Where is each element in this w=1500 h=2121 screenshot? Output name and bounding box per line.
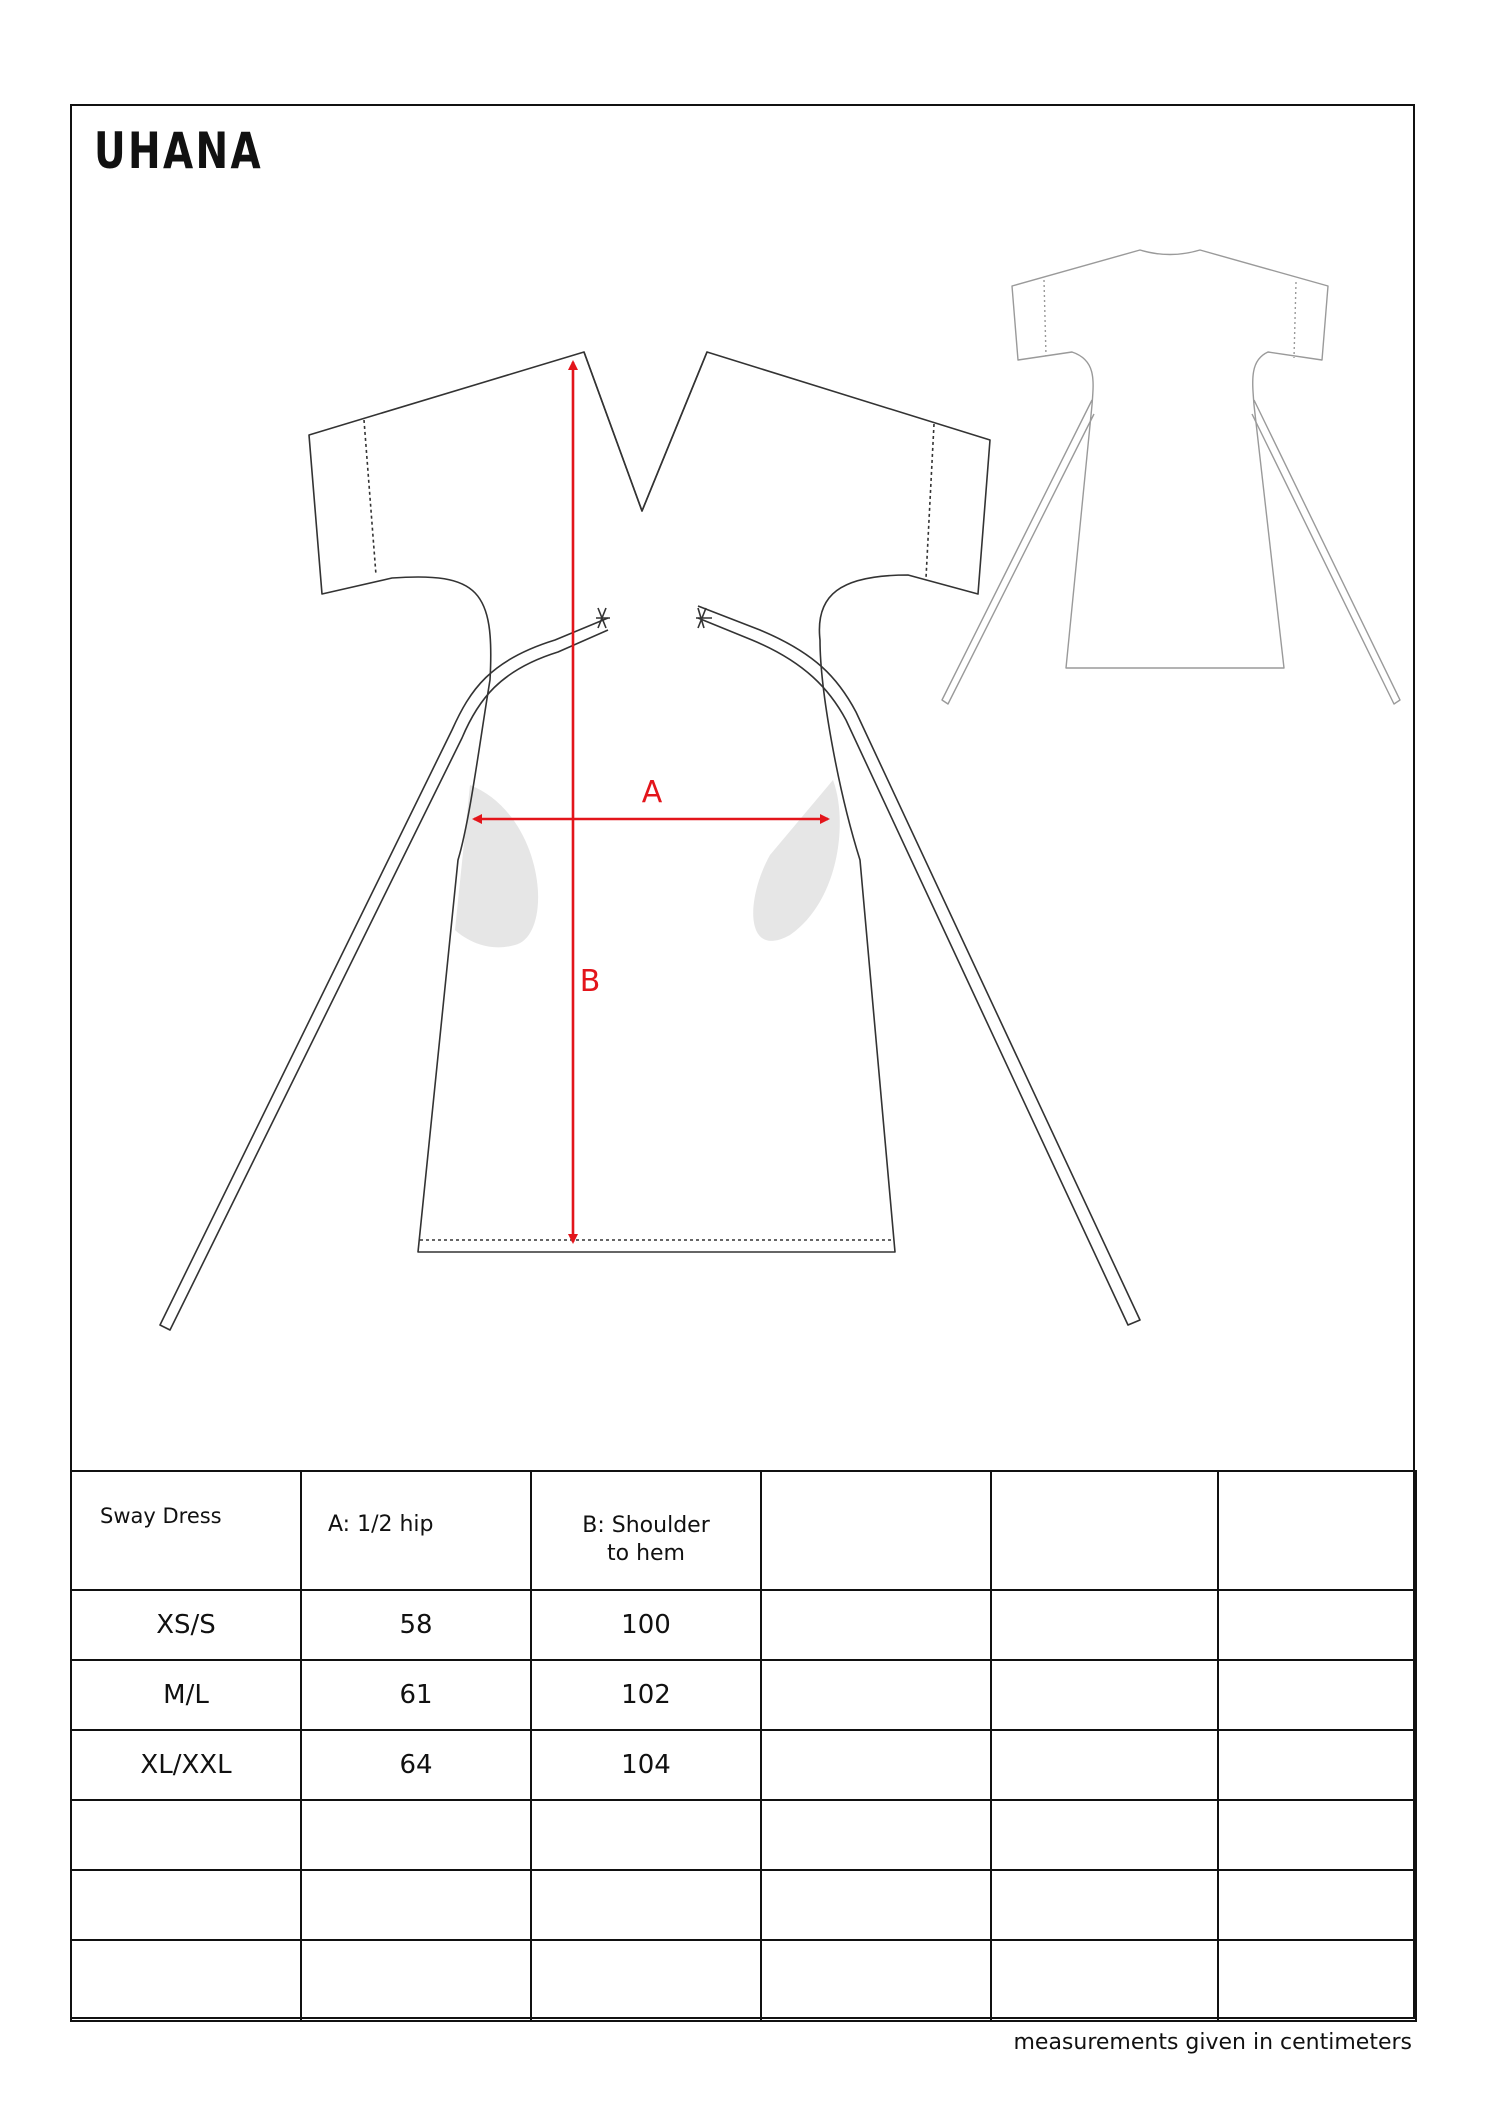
size-cell <box>71 1940 301 2021</box>
empty-cell <box>1218 1940 1416 2021</box>
size-cell: XL/XXL <box>71 1730 301 1800</box>
hip-cell <box>301 1940 531 2021</box>
empty-cell <box>761 1730 991 1800</box>
empty-header-cell <box>761 1471 991 1590</box>
length-cell <box>531 1800 761 1870</box>
label-b: B <box>579 964 601 999</box>
hip-cell: 64 <box>301 1730 531 1800</box>
hip-cell <box>301 1870 531 1940</box>
neckline <box>584 352 707 511</box>
back-left-tie <box>942 400 1094 704</box>
table-row <box>71 1870 1416 1940</box>
empty-cell <box>991 1870 1218 1940</box>
table-row <box>71 1800 1416 1870</box>
empty-cell <box>1218 1800 1416 1870</box>
size-cell: XS/S <box>71 1590 301 1660</box>
back-right-tie <box>1252 400 1400 704</box>
sleeve-stitch-left <box>364 420 376 575</box>
back-view <box>942 250 1400 704</box>
sleeve-stitch-right <box>926 424 934 578</box>
col-b-header-line2: to hem <box>607 1541 685 1566</box>
hip-cell: 61 <box>301 1660 531 1730</box>
back-dress-outline <box>1012 250 1328 668</box>
empty-cell <box>991 1800 1218 1870</box>
length-cell: 102 <box>531 1660 761 1730</box>
empty-cell <box>991 1590 1218 1660</box>
front-view <box>160 352 1140 1330</box>
table-row <box>71 1590 1416 1660</box>
left-tie-knot <box>596 608 610 628</box>
empty-cell <box>1218 1590 1416 1660</box>
empty-cell <box>761 1870 991 1940</box>
empty-header-cell <box>1218 1471 1416 1590</box>
size-chart-table <box>70 1470 1417 2022</box>
col-a-header: A: 1/2 hip <box>301 1471 531 1590</box>
table-row <box>71 1660 1416 1730</box>
col-b-header <box>531 1471 761 1590</box>
hip-cell: 58 <box>301 1590 531 1660</box>
empty-cell <box>1218 1660 1416 1730</box>
right-pocket <box>753 780 840 941</box>
size-cell <box>71 1870 301 1940</box>
left-tie <box>160 618 608 1330</box>
empty-header-cell <box>991 1471 1218 1590</box>
hip-cell <box>301 1800 531 1870</box>
table-row <box>71 1730 1416 1800</box>
col-b-header-line1: B: Shoulder <box>582 1513 710 1538</box>
length-cell <box>531 1940 761 2021</box>
product-name: Sway Dress <box>71 1471 301 1590</box>
empty-cell <box>761 1800 991 1870</box>
empty-cell <box>991 1730 1218 1800</box>
empty-cell <box>991 1660 1218 1730</box>
empty-cell <box>761 1940 991 2021</box>
brand-logo: UHANA <box>94 122 264 180</box>
table-row <box>71 1940 1416 2021</box>
size-cell: M/L <box>71 1660 301 1730</box>
size-cell <box>71 1800 301 1870</box>
length-cell <box>531 1870 761 1940</box>
left-pocket <box>455 785 538 947</box>
empty-cell <box>761 1660 991 1730</box>
empty-cell <box>1218 1870 1416 1940</box>
empty-cell <box>761 1590 991 1660</box>
label-a: A <box>641 775 663 810</box>
dress-technical-drawing <box>72 106 1412 1468</box>
length-cell: 104 <box>531 1730 761 1800</box>
empty-cell <box>991 1940 1218 2021</box>
units-footnote: measurements given in centimeters <box>1013 2030 1412 2055</box>
back-sleeve-stitch-right <box>1294 282 1296 358</box>
empty-cell <box>1218 1730 1416 1800</box>
table-header-row <box>71 1471 1416 1590</box>
right-tie <box>698 606 1140 1325</box>
back-sleeve-stitch-left <box>1044 280 1046 356</box>
length-cell: 100 <box>531 1590 761 1660</box>
